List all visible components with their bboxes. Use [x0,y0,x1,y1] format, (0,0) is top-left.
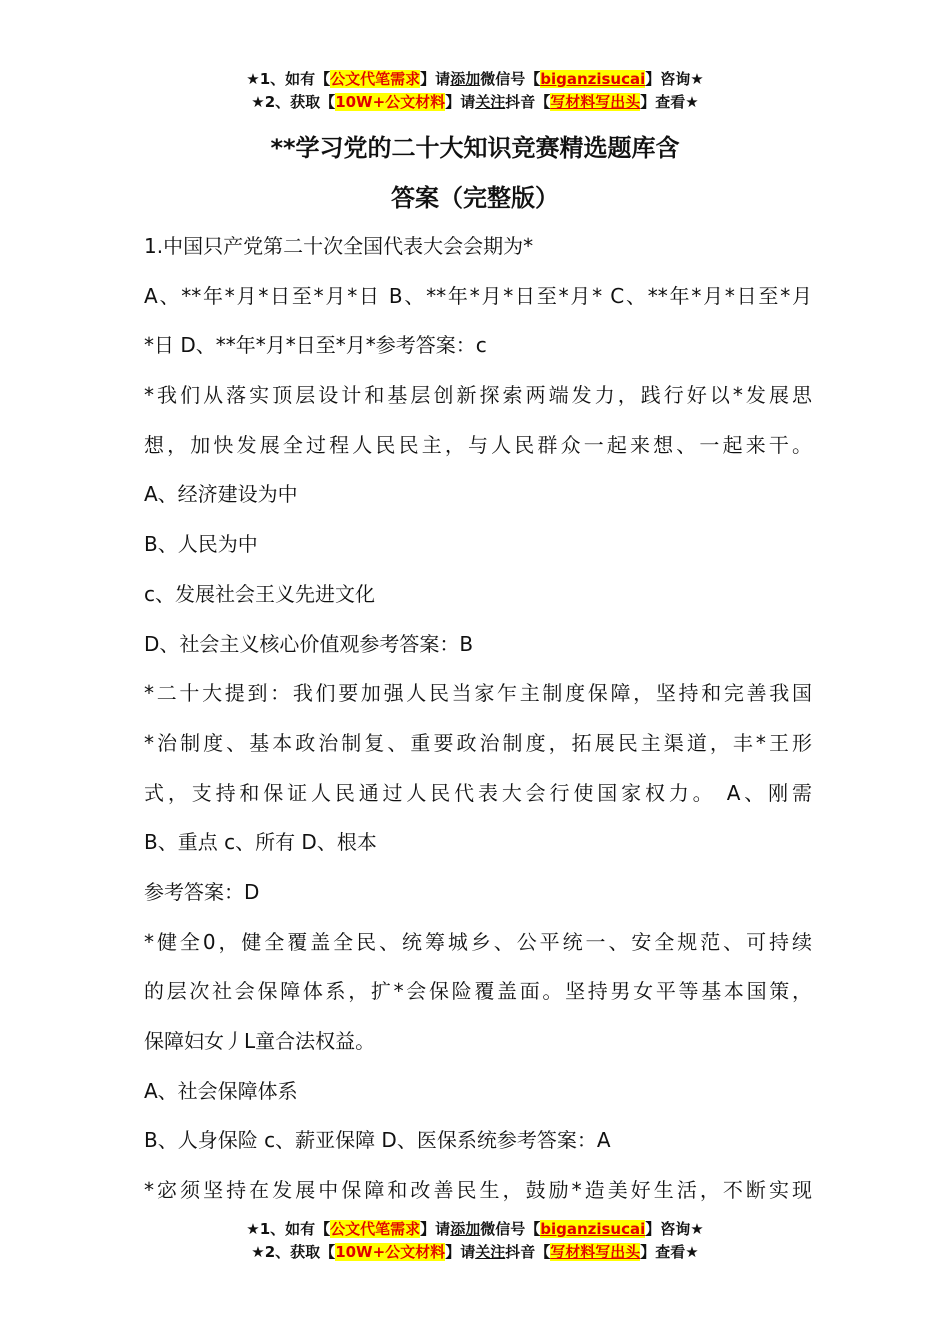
promo-line-1: ★1、如有【公文代笔需求】请添加微信号【biganzisucai】咨询★ [246,70,704,88]
text-line: *宓须坚持在发展中保障和改善民生，鼓励*造美好生活，不断实现 [144,1178,812,1203]
text-line: 保障妇女丿L童合法权益。 [144,1029,376,1053]
douyin-account-link[interactable]: 写材料写出头 [550,1243,641,1261]
promo-line-1: ★1、如有【公文代笔需求】请添加微信号【biganzisucai】咨询★ [246,1220,704,1238]
text-line: *日 D、**年*月*日至*月*参考答案：c [144,333,487,358]
text-line: *我们从落实顶层设计和基层创新探索两端发力，践行好以*发展思 [144,383,812,408]
wechat-id-link[interactable]: biganzisucai [540,1220,646,1238]
text-line: 参考答案：D [144,879,260,904]
text-line: *健全0，健全覆盖全民、统筹城乡、公平统一、安全规范、可持续 [144,929,812,954]
promo-line-2: ★2、获取【10W+公文材料】请关注抖音【写材料写出头】查看★ [251,1243,699,1261]
text-line: A、社会保障体系 [144,1078,298,1103]
document-title: **学习党的二十大知识竞赛精选题库含 [270,134,680,162]
text-line: 式，支持和保证人民通过人民代表大会行使国家权力。 A、刚需 [144,780,812,805]
promo-materials-highlight: 10W+公文材料 [335,93,446,111]
text-line: B、人身保险 c、薪亚保障 D、医保系统参考答案：A [144,1128,611,1153]
text-line: *治制度、基本政治制复、重要政治制度，拓展民主渠道，丰*王形 [144,730,812,755]
document-body [144,222,812,1216]
text-line: c、发展社会王义先进文化 [144,581,375,606]
header-promo-banner [0,68,950,114]
text-line: D、社会主义核心价值观参考答案：B [144,631,474,656]
douyin-account-link[interactable]: 写材料写出头 [550,93,641,111]
promo-line-2: ★2、获取【10W+公文材料】请关注抖音【写材料写出头】查看★ [251,93,699,111]
text-line: A、经济建设为中 [144,482,298,507]
text-line: 1.中国只产党第二十次全国代表大会会期为* [144,234,534,258]
document-subtitle: 答案（完整版） [391,184,559,212]
text-line: B、人民为中 [144,532,258,557]
wechat-id-link[interactable]: biganzisucai [540,70,646,88]
text-line: 的层次社会保障体系，扩*会保险覆盖面。坚持男女平等基本国策， [144,979,812,1004]
text-line: 想，加快发展全过程人民民主，与人民群众一起来想、一起来干。 [144,432,812,457]
text-line: *二十大提到：我们要加强人民当家乍主制度保障，坚持和完善我国 [144,681,812,706]
footer-promo-banner [0,1218,950,1264]
text-line: B、重点 c、所有 D、根本 [144,830,377,855]
promo-materials-highlight: 10W+公文材料 [335,1243,446,1261]
promo-service-highlight: 公文代笔需求 [330,70,421,88]
promo-service-highlight: 公文代笔需求 [330,1220,421,1238]
text-line: A、**年*月*日至*月*日 B、**年*月*日至*月* C、**年*月*日至*月 [144,283,812,308]
